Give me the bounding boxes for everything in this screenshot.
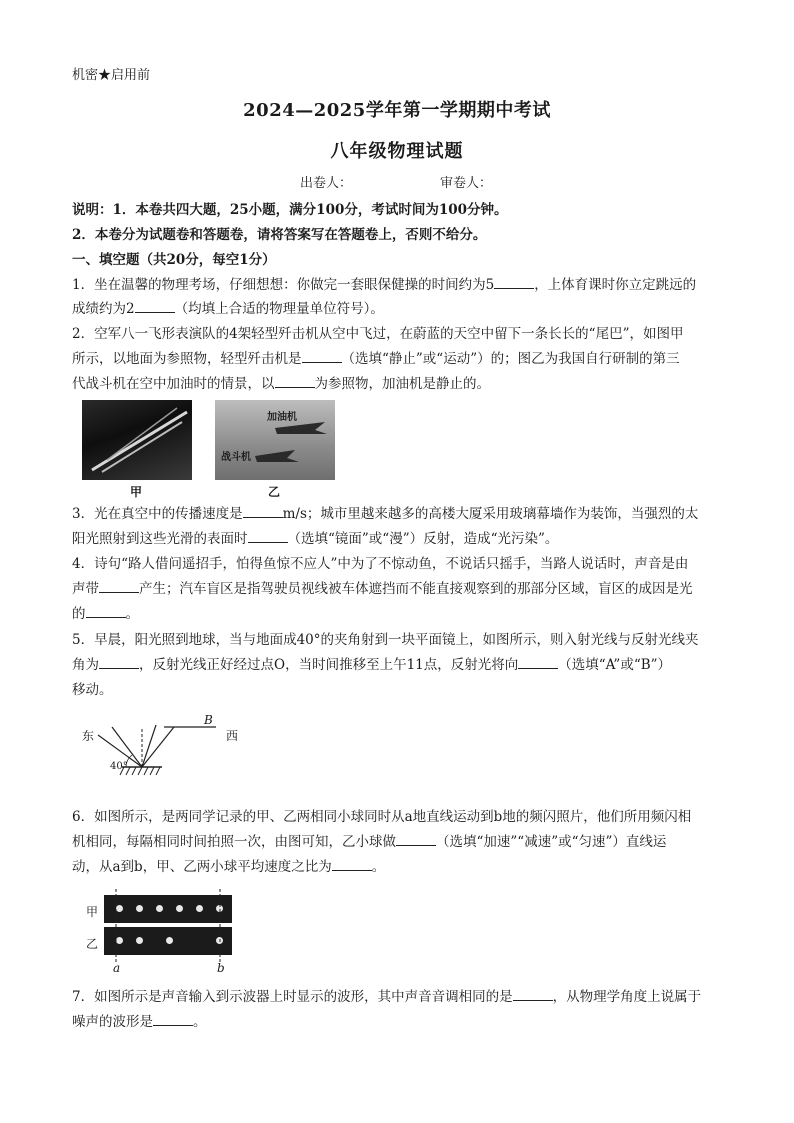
point-b-marker: b (217, 961, 225, 975)
q7-text: 。 (193, 1014, 207, 1030)
q5-text: （选填“A”或“B”） (558, 657, 672, 673)
answer-blank[interactable] (396, 833, 436, 846)
question-4-line-1: 4．诗句“路人借问遥招手，怕得鱼惊不应人”中为了不惊动鱼，不说话只摇手，当路人说话时，声音是由 (72, 556, 689, 572)
question-2-line-1: 2．空军八一飞形表演队的4架轻型歼击机从空中飞过，在蔚蓝的天空中留下一条长长的“尾巴”，如图甲 (72, 326, 684, 342)
answer-blank[interactable] (248, 530, 288, 543)
refueling-photo (215, 400, 335, 480)
answer-blank[interactable] (302, 350, 342, 363)
section-heading: 一、填空题（共20分，每空1分） (72, 252, 276, 268)
subject-title: 八年级物理试题 (330, 141, 464, 162)
strobe-photo-diagram (82, 885, 242, 975)
answer-blank[interactable] (99, 656, 139, 669)
q1-text: 成绩约为2 (72, 301, 135, 317)
question-2-line-3 (72, 372, 490, 392)
q4-text: 产生；汽车盲区是指驾驶员视线被车体遮挡而不能直接观察到的那部分区域，盲区的成因是光 (139, 581, 693, 597)
ball-b-label: 乙 (86, 937, 99, 951)
question-6-line-1: 6．如图所示，是两同学记录的甲、乙两相同小球同时从a地直线运动到b地的频闪照片，他们所用频闪相 (72, 809, 692, 825)
instructions-line-2: 2．本卷分为试题卷和答题卷，请将答案写在答题卷上，否则不给分。 (72, 227, 487, 243)
question-4-line-2 (72, 577, 693, 597)
q4-text: 。 (125, 606, 139, 622)
reviewer-label: 审卷人： (440, 176, 493, 191)
q3-text: （选填“镜面”或“漫”）反射，造成“光污染”。 (287, 531, 559, 547)
tanker-tag: 加油机 (267, 412, 297, 423)
q6-text: 。 (371, 859, 386, 875)
q1-text: 1．坐在温馨的物理考场，仔细想想：你做完一套眼保健操的时间约为5 (72, 277, 495, 293)
q2-text: 为参照物，加油机是静止的。 (314, 376, 490, 392)
question-2-line-2 (72, 347, 680, 367)
question-5-line-2 (72, 653, 671, 673)
q3-text: m/s；城市里越来越多的高楼大厦采用玻璃幕墙作为装饰，当强烈的太 (282, 506, 699, 522)
mirror-diagram (78, 705, 248, 780)
point-b-label: B (204, 713, 213, 727)
answer-blank[interactable] (135, 300, 175, 313)
q4-text: 的 (72, 606, 86, 622)
question-5-line-1: 5．早晨，阳光照到地球，当与地面成40°的夹角射到一块平面镜上，如图所示，则入射光线与反射光线夹 (72, 632, 699, 648)
figure-a-label: 甲 (130, 485, 143, 499)
question-1-line-2 (72, 297, 384, 317)
question-3-line-1 (72, 502, 698, 522)
exam-title: 2024—2025学年第一学期期中考试 (243, 100, 551, 121)
q5-text: ，反射光线正好经过点O，当时间推移至上午11点，反射光将向 (139, 657, 519, 673)
answer-blank[interactable] (513, 988, 553, 1001)
q7-text: 噪声的波形是 (72, 1014, 153, 1030)
mirror-reflection-graphic (78, 705, 248, 780)
question-6-line-2 (72, 830, 666, 850)
q3-text: 3．光在真空中的传播速度是 (72, 506, 243, 522)
confidential-label: 机密★启用前 (72, 68, 151, 83)
q7-text: ，从物理学角度上说属于 (552, 989, 702, 1005)
answer-blank[interactable] (332, 858, 372, 871)
answer-blank[interactable] (153, 1013, 193, 1026)
q5-text: 角为 (72, 657, 99, 673)
jet-trails-graphic (82, 400, 192, 480)
fighter-tag: 战斗机 (221, 452, 251, 463)
question-5-line-3: 移动。 (72, 682, 113, 698)
question-3-line-2 (72, 527, 558, 547)
answer-blank[interactable] (86, 605, 126, 618)
answer-blank[interactable] (99, 580, 139, 593)
q3-text: 阳光照射到这些光滑的表面时 (72, 531, 248, 547)
instructions-line-1: 说明：1．本卷共四大题，25小题，满分100分，考试时间为100分钟。 (72, 202, 508, 218)
answer-blank[interactable] (275, 375, 315, 388)
angle-label: 40° (110, 761, 128, 772)
answer-blank[interactable] (243, 505, 283, 518)
q2-text: （选填“静止”或“运动”）的；图乙为我国自行研制的第三 (341, 351, 680, 367)
q1-text: （均填上合适的物理量单位符号）。 (174, 301, 384, 317)
answer-blank[interactable] (518, 656, 558, 669)
question-7-line-1 (72, 985, 701, 1005)
q2-text: 代战斗机在空中加油时的情景，以 (72, 376, 275, 392)
question-6-line-3 (72, 855, 385, 875)
answer-blank[interactable] (494, 276, 534, 289)
point-a-marker: a (113, 961, 121, 975)
question-4-line-3 (72, 602, 139, 622)
q7-text: 7．如图所示是声音输入到示波器上时显示的波形，其中声音音调相同的是 (72, 989, 513, 1005)
q6-text: 动，从a到b，甲、乙两小球平均速度之比为 (72, 859, 332, 875)
figure-b-label: 乙 (268, 485, 281, 499)
q2-text: 所示，以地面为参照物，轻型歼击机是 (72, 351, 302, 367)
aircraft-graphic (215, 400, 335, 480)
question-7-line-2 (72, 1010, 207, 1030)
west-label: 西 (226, 729, 239, 743)
question-1-line-1 (72, 273, 696, 293)
q4-text: 声带 (72, 581, 99, 597)
fighter-jets-photo (82, 400, 192, 480)
q6-text: （选填“加速”“减速”或“匀速”）直线运 (436, 834, 667, 850)
author-label: 出卷人： (300, 176, 353, 191)
east-label: 东 (82, 729, 95, 743)
q6-text: 机相同，每隔相同时间拍照一次，由图可知，乙小球做 (72, 834, 396, 850)
q1-text: ，上体育课时你立定跳远的 (534, 277, 697, 293)
ball-a-label: 甲 (86, 905, 99, 919)
